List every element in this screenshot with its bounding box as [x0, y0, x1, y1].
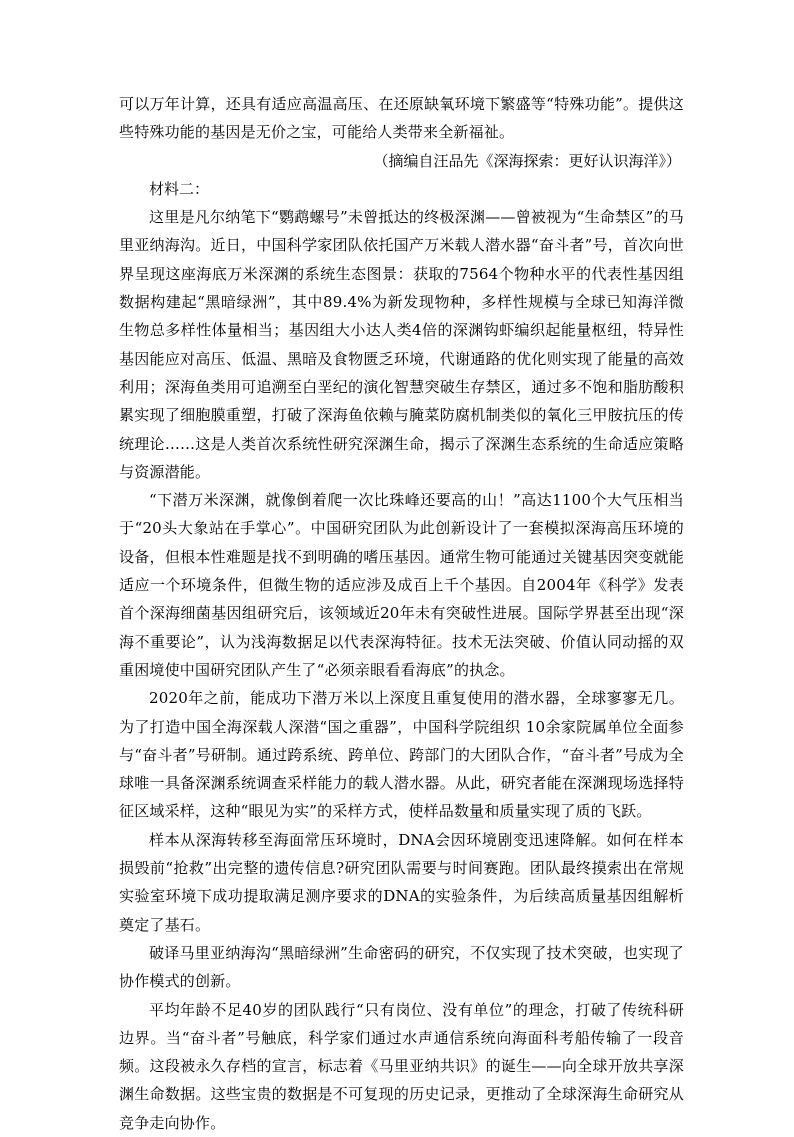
intro-paragraph: 可以万年计算，还具有适应高温高压、在还原缺氧环境下繁盛等“特殊功能”。提供这些特殊功能的基因是无价之宝，可能给人类带来全新福祉。	[119, 95, 684, 142]
paragraph-mariana-overview: 这里是凡尔纳笔下“鹦鹉螺号”未曾抵达的终极深渊——曾被视为“生命禁区”的马里亚纳海沟。近日，中国科学家团队依托国产万米载人潜水器“奋斗者”号，首次向世界呈现这座海底万米深渊的系统生态图景：获取的7564个物种水平的代表性基因组数据构建起“黑暗绿洲”，其中89.4%为新发现物种，多样性规模与全球已知海洋微生物总多样性体量相当；基因组大小达人类4倍的深渊钩虾编织起能量枢纽，特异性基因能应对高压、低温、黑暗及食物匮乏环境，代谢通路的优化则实现了能量的高效利用；深海鱼类用可追溯至白垩纪的演化智慧突破生存禁区，通过多不饱和脂肪酸积累实现了细胞膜重塑，打破了深海鱼依赖与腌菜防腐机制类似的氧化三甲胺抗压的传统理论……这是人类首次系统性研究深渊生命，揭示了深渊生态系统的生命适应策略与资源潜能。	[119, 208, 684, 481]
paragraph-pressure-challenge: “下潜万米深渊，就像倒着爬一次比珠峰还要高的山！”高达1100个大气压相当于“20头大象站在手掌心”。中国研究团队为此创新设计了一套模拟深海高压环境的设备，但根本性难题是找不到明确的嗜压基因。通常生物可能通过关键基因突变就能适应一个环境条件，但微生物的适应涉及成百上千个基因。自2004年《科学》发表首个深海细菌基因组研究后，该领域近20年未有突破性进展。国际学界甚至出现“深海不重要论”，认为浅海数据足以代表深海特征。技术无法突破、价值认同动摇的双重困境使中国研究团队产生了“必须亲眼看看海底”的执念。	[119, 491, 684, 679]
paragraph-collaboration: 破译马里亚纳海沟“黑暗绿洲”生命密码的研究，不仅实现了技术突破，也实现了协作模式的创新。	[119, 943, 684, 991]
paragraph-mariana-consensus: 平均年龄不足40岁的团队践行“只有岗位、没有单位”的理念，打破了传统科研边界。当“奋斗者”号触底，科学家们通过水声通信系统向海面科考船传输了一段音频。这段被永久存档的宣言，标志着《马里亚纳共识》的诞生——向全球开放共享深渊生命数据。这些宝贵的数据是不可复现的历史记录，更推动了全球深海生命研究从竞争走向协作。	[119, 1000, 684, 1132]
paragraph-dna-extraction: 样本从深海转移至海面常压环境时，DNA会因环境剧变迅速降解。如何在样本损毁前“抢救”出完整的遗传信息?研究团队需要与时间赛跑。团队最终摸索出在常规实验室环境下成功提取满足测序要求的DNA的实验条件，为后续高质量基因组解析奠定了基石。	[119, 830, 684, 934]
document-page	[119, 90, 684, 1137]
material-two-heading: 材料二：	[149, 179, 210, 198]
paragraph-submersible: 2020年之前，能成功下潜万米以上深度且重复使用的潜水器，全球寥寥无几。为了打造中国全海深载人深潜“国之重器”，中国科学院组织 10余家院属单位全面参与“奋斗者”号研制。通过跨系统、跨单位、跨部门的大团队合作，“奋斗者”号成为全球唯一具备深渊系统调查采样能力的载人潜水器。从此，研究者能在深渊现场选择特征区域采样，这种“眼见为实”的采样方式，使样品数量和质量实现了质的飞跃。	[119, 689, 684, 821]
source-citation: （摘编自汪品先《深海探索：更好认识海洋》）	[373, 151, 681, 170]
